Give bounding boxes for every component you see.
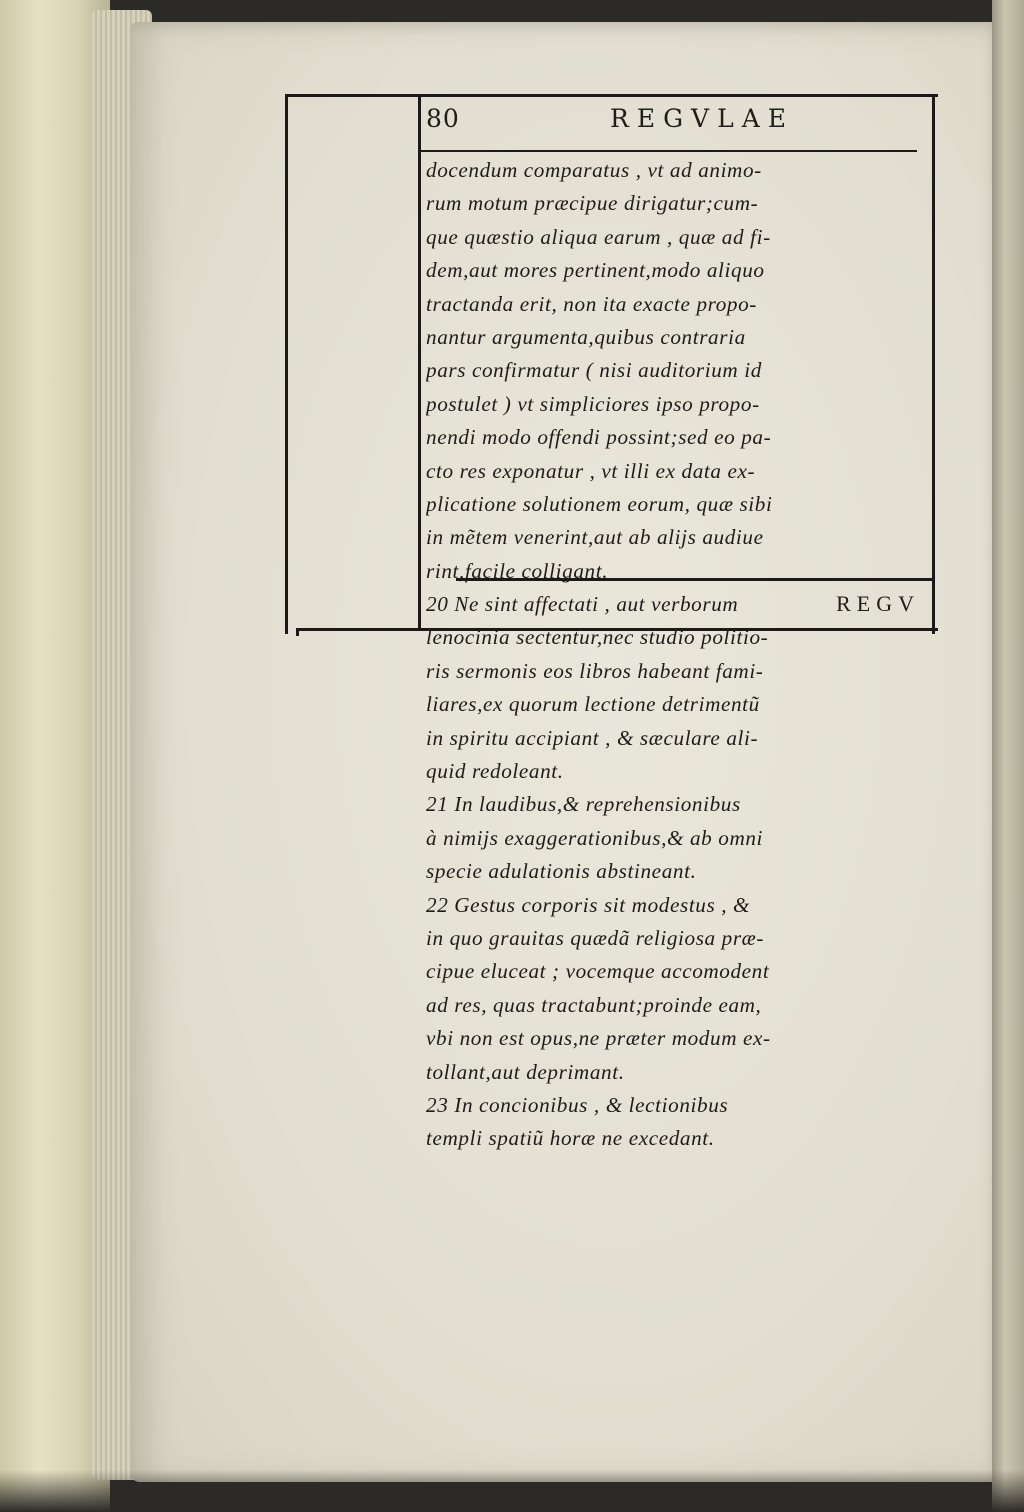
text-line: à nimijs exaggerationibus,& ab omni bbox=[426, 825, 764, 850]
text-line: in spiritu accipiant , & sæculare ali- bbox=[426, 725, 759, 750]
text-line: docendum comparatus , vt ad animo- bbox=[426, 158, 762, 182]
catchword: REGV bbox=[836, 591, 920, 616]
text-line: in mẽtem venerint,aut ab alijs audiue bbox=[426, 525, 764, 550]
text-line: specie adulationis abstineant. bbox=[426, 859, 697, 884]
frame-rule-corner bbox=[296, 628, 299, 636]
text-line: dem,aut mores pertinent,modo aliquo bbox=[426, 258, 765, 283]
text-line: nendi modo offendi possint;sed eo pa- bbox=[426, 425, 772, 450]
text-line: in quo grauitas quædã religiosa præ- bbox=[426, 925, 765, 950]
page-header bbox=[426, 104, 916, 144]
text-line: que quæstio aliqua earum , quæ ad fi- bbox=[426, 224, 771, 249]
text-line: plicatione solutionem eorum, quæ sibi bbox=[426, 491, 773, 516]
text-line: lenocinia sectentur,nec studio politio- bbox=[426, 625, 769, 650]
text-line: liares,ex quorum lectione detrimentũ bbox=[426, 692, 760, 717]
text-line: 21 In laudibus,& reprehensionibus bbox=[426, 792, 741, 817]
text-line: rint,facile colligant. bbox=[426, 558, 609, 583]
text-line: vbi non est opus,ne præter modum ex- bbox=[426, 1026, 771, 1051]
facing-page-edge bbox=[992, 0, 1024, 1512]
bottom-shadow bbox=[0, 1470, 1024, 1512]
text-line: 23 In concionibus , & lectionibus bbox=[426, 1092, 729, 1117]
text-line: rum motum præcipue dirigatur;cum- bbox=[426, 191, 759, 216]
header-rule bbox=[421, 150, 917, 152]
text-line: pars confirmatur ( nisi auditorium id bbox=[426, 358, 762, 383]
frame-rule-top bbox=[288, 94, 938, 97]
page-number: 80 bbox=[426, 104, 460, 133]
text-line: postulet ) vt simpliciores ipso propo- bbox=[426, 391, 760, 416]
text-line: nantur argumenta,quibus contraria bbox=[426, 324, 746, 349]
text-line: ad res, quas tractabunt;proinde eam, bbox=[426, 992, 762, 1017]
text-column-rule-right bbox=[932, 94, 935, 634]
frame-rule-left bbox=[285, 94, 288, 634]
text-column-rule-left bbox=[418, 97, 421, 630]
text-line: quid redoleant. bbox=[426, 759, 564, 784]
text-line: cto res exponatur , vt illi ex data ex- bbox=[426, 458, 756, 483]
text-line: templi spatiũ horæ ne excedant. bbox=[426, 1126, 715, 1151]
text-line: 22 Gestus corporis sit modestus , & bbox=[426, 892, 751, 917]
body-text bbox=[426, 154, 920, 1156]
running-title: REGVLAE bbox=[610, 104, 795, 133]
text-line: cipue eluceat ; vocemque accomodent bbox=[426, 959, 770, 984]
text-line: tractanda erit, non ita exacte propo- bbox=[426, 291, 757, 316]
text-line: ris sermonis eos libros habeant fami- bbox=[426, 658, 764, 683]
text-line: 20 Ne sint affectati , aut verborum bbox=[426, 592, 739, 617]
text-line: tollant,aut deprimant. bbox=[426, 1059, 625, 1084]
